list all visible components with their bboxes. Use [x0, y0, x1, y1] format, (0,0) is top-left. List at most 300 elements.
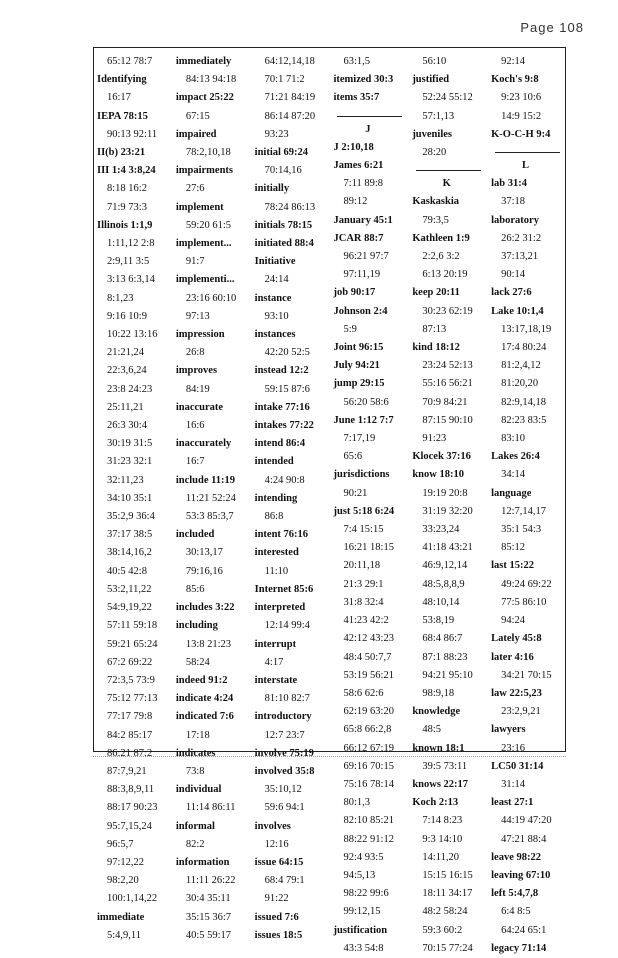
index-reference: 86:21 87:2 [107, 747, 153, 759]
index-reference: 8:1,23 [107, 292, 134, 304]
index-reference: 84:2 85:17 [107, 729, 153, 741]
index-reference: 70:1 71:2 [264, 74, 305, 86]
index-term: indicated 7:6 [175, 711, 234, 723]
index-reference: 57:1,13 [422, 110, 455, 122]
index-reference: 11:14 86:11 [185, 802, 236, 814]
index-reference: 21:21,24 [107, 347, 145, 359]
index-term: itemized 30:3 [333, 74, 394, 86]
index-reference: 46:9,12,14 [422, 560, 468, 572]
index-term: impaired [175, 128, 217, 140]
index-reference: 5:4,9,11 [107, 929, 142, 941]
index-reference: 9:23 10:6 [501, 92, 542, 104]
index-term: LC50 31:14 [491, 760, 544, 772]
index-reference: 47:21 88:4 [501, 833, 547, 845]
index-reference: 87:13 [422, 323, 447, 335]
index-reference: 91:22 [264, 893, 289, 905]
index-reference: 58:6 62:6 [343, 687, 384, 699]
index-reference: 14:11,20 [422, 851, 459, 863]
index-term: II(b) 23:21 [97, 147, 146, 159]
index-term: includes 3:22 [175, 602, 235, 614]
index-reference: 39:5 73:11 [422, 760, 468, 772]
index-term: introductory [254, 711, 312, 723]
section-letter: J [365, 123, 371, 135]
index-reference: 12:7,14,17 [501, 505, 547, 517]
index-term: January 45:1 [333, 214, 393, 226]
index-term: known 18:1 [412, 742, 465, 754]
index-reference: 54:9,19,22 [107, 602, 152, 614]
index-term: included [175, 529, 215, 541]
index-term: laboratory [491, 214, 539, 226]
index-reference: 42:20 52:5 [264, 347, 310, 359]
index-reference: 75:16 78:14 [343, 778, 394, 790]
index-term: July 94:21 [333, 360, 380, 372]
index-reference: 84:13 94:18 [185, 74, 237, 86]
index-reference: 79:16,16 [185, 565, 223, 577]
index-reference: 40:5 42:8 [107, 565, 147, 577]
index-reference: 41:18 43:21 [422, 542, 473, 554]
page-number: Page 108 [520, 20, 584, 35]
index-reference: 43:3 54:8 [343, 942, 384, 954]
index-term: intended [254, 456, 294, 468]
index-reference: 57:11 59:18 [107, 620, 158, 632]
index-term: indicates [175, 747, 216, 759]
index-term: include 11:19 [175, 474, 236, 486]
index-columns [93, 47, 566, 954]
index-reference: 26:2 31:2 [501, 232, 542, 244]
index-reference: 79:3,5 [422, 214, 449, 226]
index-reference: 4:24 90:8 [264, 474, 305, 486]
index-term: legacy 71:14 [491, 942, 547, 954]
index-reference: 49:24 69:22 [501, 578, 552, 590]
index-reference: 30:4 35:11 [185, 893, 231, 905]
index-reference: 69:16 70:15 [343, 760, 394, 772]
index-reference: 75:12 77:13 [107, 693, 158, 705]
index-reference: 23:24 52:13 [422, 360, 473, 372]
index-term: left 5:4,7,8 [491, 888, 539, 900]
index-term: least 27:1 [491, 797, 534, 809]
index-term: knowledge [412, 706, 461, 718]
index-reference: 1:11,12 2:8 [107, 238, 155, 250]
index-reference: 92:4 93:5 [343, 851, 384, 863]
index-term: III 1:4 3:8,24 [97, 165, 156, 177]
index-reference: 19:19 20:8 [422, 487, 468, 499]
index-reference: 56:10 [422, 56, 447, 67]
index-term: initials 78:15 [254, 219, 313, 231]
index-reference: 53:19 56:21 [343, 669, 394, 681]
index-term: job 90:17 [333, 287, 376, 299]
index-reference: 31:8 32:4 [343, 596, 384, 608]
index-term: instance [254, 292, 292, 304]
index-reference: 73:8 [185, 765, 205, 777]
index-reference: 96:21 97:7 [343, 251, 389, 263]
index-reference: 92:14 [501, 56, 526, 67]
index-reference: 31:19 32:20 [422, 505, 473, 517]
index-term: impairments [175, 165, 233, 177]
index-reference: 23:16 [501, 742, 526, 754]
index-term: just 5:18 6:24 [333, 505, 395, 517]
index-term: involve 75:19 [254, 747, 314, 759]
index-term: implement... [175, 238, 232, 250]
index-reference: 2:9,11 3:5 [107, 256, 150, 268]
index-reference: 56:20 58:6 [343, 396, 389, 408]
index-term: Kathleen 1:9 [412, 232, 470, 244]
index-term: leaving 67:10 [491, 869, 551, 881]
index-reference: 86:14 87:20 [264, 110, 316, 122]
index-reference: 82:9,14,18 [501, 396, 547, 408]
index-reference: 81:10 82:7 [264, 693, 310, 705]
index-reference: 32:11,23 [107, 474, 144, 486]
index-reference: 71:9 73:3 [107, 201, 147, 213]
index-reference: 55:16 56:21 [422, 378, 473, 390]
index-reference: 16:7 [185, 456, 205, 468]
index-reference: 8:18 16:2 [107, 183, 147, 195]
index-reference: 7:17,19 [343, 433, 376, 445]
section-divider [337, 110, 402, 117]
index-reference: 23:16 60:10 [185, 292, 237, 304]
index-reference: 12:16 [264, 838, 289, 850]
index-reference: 11:11 26:22 [185, 875, 236, 887]
index-column-3 [251, 47, 330, 941]
index-reference: 88:17 90:23 [107, 802, 158, 814]
footer-rule [93, 756, 566, 761]
index-reference: 100:1,14,22 [107, 893, 158, 905]
index-term: language [491, 487, 532, 499]
index-term: Johnson 2:4 [333, 305, 388, 317]
index-reference: 9:16 10:9 [107, 310, 147, 322]
index-reference: 15:15 16:15 [422, 869, 473, 881]
index-term: indicate 4:24 [175, 693, 234, 705]
index-reference: 97:12,22 [107, 856, 145, 868]
index-reference: 35:2,9 36:4 [107, 511, 155, 523]
index-reference: 37:17 38:5 [107, 529, 153, 541]
index-reference: 41:23 42:2 [343, 615, 389, 627]
index-reference: 48:4 50:7,7 [343, 651, 392, 663]
index-reference: 91:23 [422, 433, 447, 445]
index-reference: 40:5 59:17 [185, 929, 232, 941]
index-reference: 6:4 8:5 [501, 906, 531, 918]
index-column-5 [408, 47, 487, 954]
index-term: Klocek 37:16 [412, 451, 471, 463]
index-reference: 37:13,21 [501, 251, 539, 263]
index-reference: 4:17 [264, 656, 284, 668]
index-term: interstate [254, 674, 298, 686]
index-reference: 31:23 32:1 [107, 456, 153, 468]
index-term: improves [175, 365, 218, 377]
index-reference: 59:3 60:2 [422, 924, 463, 936]
index-reference: 65:12 78:7 [107, 56, 153, 67]
index-reference: 16:6 [185, 420, 205, 432]
index-reference: 86:8 [264, 511, 284, 523]
index-term: immediately [175, 56, 232, 67]
index-reference: 71:21 84:19 [264, 92, 316, 104]
index-reference: 34:14 [501, 469, 526, 481]
index-reference: 70:15 77:24 [422, 942, 473, 954]
index-term: initial 69:24 [254, 147, 309, 159]
index-term: IEPA 78:15 [97, 110, 148, 122]
index-term: last 15:22 [491, 560, 535, 572]
index-term: intake 77:16 [254, 401, 310, 413]
index-term: Internet 85:6 [254, 583, 314, 595]
index-reference: 87:7,9,21 [107, 765, 147, 777]
index-reference: 68:4 79:1 [264, 875, 305, 887]
index-reference: 33:23,24 [422, 524, 460, 536]
index-reference: 25:11,21 [107, 401, 144, 413]
index-reference: 62:19 63:20 [343, 706, 394, 718]
index-term: Lately 45:8 [491, 633, 542, 645]
index-reference: 48:5 [422, 724, 441, 736]
index-reference: 31:14 [501, 778, 526, 790]
index-reference: 63:1,5 [343, 56, 371, 67]
index-reference: 53:3 85:3,7 [185, 511, 234, 523]
index-column-4 [329, 47, 408, 954]
index-reference: 90:21 [343, 487, 368, 499]
index-term: involved 35:8 [254, 765, 315, 777]
index-term: James 6:21 [333, 160, 384, 172]
index-reference: 64:24 65:1 [501, 924, 547, 936]
index-reference: 78:24 86:13 [264, 201, 316, 213]
index-reference: 35:1 54:3 [501, 524, 542, 536]
index-term: implementi... [175, 274, 235, 286]
index-reference: 30:19 31:5 [107, 438, 153, 450]
index-reference: 67:15 [185, 110, 210, 122]
index-reference: 17:18 [185, 729, 210, 741]
index-column-1 [93, 47, 172, 941]
index-reference: 34:10 35:1 [107, 492, 153, 504]
index-term: keep 20:11 [412, 287, 460, 299]
index-reference: 78:2,10,18 [185, 147, 231, 159]
index-reference: 24:14 [264, 274, 289, 286]
index-reference: 68:4 86:7 [422, 633, 463, 645]
index-reference: 53:2,11,22 [107, 583, 152, 595]
index-reference: 35:15 36:7 [185, 911, 232, 923]
index-term: kind 18:12 [412, 342, 460, 354]
index-reference: 67:2 69:22 [107, 656, 153, 668]
section-letter: L [522, 160, 530, 172]
index-term: including [175, 620, 218, 632]
index-reference: 17:4 80:24 [501, 342, 547, 354]
index-reference: 94:5,13 [343, 869, 376, 881]
index-term: J 2:10,18 [333, 141, 374, 153]
index-reference: 65:8 66:2,8 [343, 724, 392, 736]
index-reference: 37:18 [501, 196, 526, 208]
index-reference: 94:21 95:10 [422, 669, 473, 681]
index-term: intend 86:4 [254, 438, 306, 450]
index-term: involves [254, 820, 291, 832]
index-reference: 98:22 99:6 [343, 888, 389, 900]
index-reference: 85:6 [185, 583, 205, 595]
index-reference: 87:1 88:23 [422, 651, 468, 663]
index-term: later 4:16 [491, 651, 534, 663]
index-reference: 64:12,14,18 [264, 56, 315, 67]
index-reference: 70:14,16 [264, 165, 302, 177]
index-reference: 5:9 [343, 323, 357, 335]
index-reference: 98:9,18 [422, 687, 455, 699]
index-reference: 16:17 [107, 92, 131, 104]
index-reference: 88:3,8,9,11 [107, 784, 155, 796]
index-reference: 27:6 [185, 183, 205, 195]
index-term: intending [254, 492, 298, 504]
index-reference: 23:8 24:23 [107, 383, 153, 395]
index-reference: 52:24 55:12 [422, 92, 473, 104]
index-term: informal [175, 820, 215, 832]
index-term: lab 31:4 [491, 178, 528, 190]
index-reference: 81:2,4,12 [501, 360, 541, 372]
index-reference: 48:5,8,8,9 [422, 578, 465, 590]
index-reference: 30:13,17 [185, 547, 223, 559]
index-term: Lake 10:1,4 [491, 305, 544, 317]
index-term: inaccurately [175, 438, 232, 450]
index-reference: 59:15 87:6 [264, 383, 310, 395]
index-term: K-O-C-H 9:4 [491, 128, 551, 140]
index-reference: 35:10,12 [264, 784, 302, 796]
index-term: Koch 2:13 [412, 797, 459, 809]
index-term: instead 12:2 [254, 365, 309, 377]
index-term: lawyers [491, 724, 526, 736]
index-reference: 13:8 21:23 [185, 638, 232, 650]
index-reference: 82:10 85:21 [343, 815, 394, 827]
index-reference: 3:13 6:3,14 [107, 274, 155, 286]
index-reference: 70:9 84:21 [422, 396, 468, 408]
index-term: initially [254, 183, 290, 195]
index-term: interrupt [254, 638, 297, 650]
index-term: initiated 88:4 [254, 238, 314, 250]
index-reference: 53:8,19 [422, 615, 455, 627]
index-term: JCAR 88:7 [333, 232, 384, 244]
index-term: instances [254, 329, 296, 341]
index-reference: 94:24 [501, 615, 526, 627]
index-reference: 26:8 [185, 347, 205, 359]
index-term: Joint 96:15 [333, 342, 384, 354]
index-term: items 35:7 [333, 92, 380, 104]
index-term: issues 18:5 [254, 929, 303, 941]
index-reference: 66:12 67:19 [343, 742, 394, 754]
index-reference: 77:17 79:8 [107, 711, 153, 723]
index-reference: 14:9 15:2 [501, 110, 542, 122]
index-reference: 30:23 62:19 [422, 305, 473, 317]
index-term: jurisdictions [333, 469, 390, 481]
index-term: Lakes 26:4 [491, 451, 540, 463]
section-divider [495, 146, 560, 153]
index-reference: 12:14 99:4 [264, 620, 310, 632]
index-reference: 48:10,14 [422, 596, 460, 608]
index-term: intakes 77:22 [254, 420, 314, 432]
index-reference: 95:7,15,24 [107, 820, 152, 832]
index-reference: 97:11,19 [343, 269, 381, 281]
index-reference: 23:2,9,21 [501, 706, 541, 718]
index-reference: 84:19 [185, 383, 210, 395]
index-reference: 42:12 43:23 [343, 633, 394, 645]
index-reference: 48:2 58:24 [422, 906, 468, 918]
index-reference: 83:10 [501, 433, 526, 445]
index-reference: 10:22 13:16 [107, 329, 158, 341]
index-term: impression [175, 329, 225, 341]
index-reference: 82:2 [185, 838, 205, 850]
index-reference: 13:17,18,19 [501, 323, 552, 335]
index-term: justification [333, 924, 388, 936]
index-reference: 12:7 23:7 [264, 729, 305, 741]
index-reference: 82:23 83:5 [501, 414, 547, 426]
index-term: inaccurate [175, 401, 224, 413]
index-reference: 28:20 [422, 147, 447, 159]
index-reference: 21:3 29:1 [343, 578, 384, 590]
index-reference: 2:2,6 3:2 [422, 251, 460, 263]
index-term: Identifying [97, 74, 147, 86]
index-reference: 81:20,20 [501, 378, 539, 390]
index-term: juveniles [412, 128, 452, 140]
index-reference: 16:21 18:15 [343, 542, 394, 554]
index-reference: 72:3,5 73:9 [107, 674, 155, 686]
index-term: Illinois 1:1,9 [97, 219, 153, 231]
index-reference: 26:3 30:4 [107, 420, 147, 432]
index-reference: 6:13 20:19 [422, 269, 468, 281]
index-reference: 96:5,7 [107, 838, 134, 850]
index-reference: 65:6 [343, 451, 363, 463]
index-reference: 18:11 34:17 [422, 888, 473, 900]
index-term: intent 76:16 [254, 529, 309, 541]
index-reference: 38:14,16,2 [107, 547, 152, 559]
index-reference: 80:1,3 [343, 797, 371, 809]
index-reference: 99:12,15 [343, 906, 381, 918]
index-term: law 22:5,23 [491, 687, 542, 699]
index-term: jump 29:15 [333, 378, 385, 390]
index-reference: 34:21 70:15 [501, 669, 552, 681]
index-term: implement [175, 201, 224, 213]
index-term: knows 22:17 [412, 778, 469, 790]
index-reference: 44:19 47:20 [501, 815, 552, 827]
index-term: interpreted [254, 602, 306, 614]
index-reference: 59:20 61:5 [185, 219, 232, 231]
index-term: Kaskaskia [412, 196, 459, 208]
section-divider [416, 164, 481, 171]
index-reference: 87:15 90:10 [422, 414, 473, 426]
index-reference: 93:23 [264, 128, 289, 140]
index-term: issue 64:15 [254, 856, 304, 868]
index-reference: 11:10 [264, 565, 289, 577]
index-reference: 59:21 65:24 [107, 638, 158, 650]
index-reference: 11:21 52:24 [185, 492, 236, 504]
index-term: information [175, 856, 230, 868]
index-reference: 88:22 91:12 [343, 833, 394, 845]
index-column-2 [172, 47, 251, 941]
index-term: Initiative [254, 256, 296, 268]
index-reference: 7:11 89:8 [343, 178, 384, 190]
index-reference: 7:4 15:15 [343, 524, 384, 536]
index-reference: 59:6 94:1 [264, 802, 305, 814]
index-reference: 98:2,20 [107, 875, 139, 887]
index-term: know 18:10 [412, 469, 464, 481]
index-reference: 20:11,18 [343, 560, 381, 572]
index-reference: 90:13 92:11 [107, 128, 158, 140]
index-reference: 89:12 [343, 196, 368, 208]
index-term: lack 27:6 [491, 287, 532, 299]
index-term: interested [254, 547, 299, 559]
index-reference: 9:3 14:10 [422, 833, 463, 845]
index-reference: 90:14 [501, 269, 526, 281]
index-reference: 58:24 [185, 656, 210, 668]
index-reference: 93:10 [264, 310, 289, 322]
index-term: individual [175, 784, 222, 796]
index-term: immediate [97, 911, 145, 923]
index-term: indeed 91:2 [175, 674, 228, 686]
index-reference: 85:12 [501, 542, 526, 554]
index-term: leave 98:22 [491, 851, 542, 863]
index-reference: 22:3,6,24 [107, 365, 147, 377]
index-term: June 1:12 7:7 [333, 414, 394, 426]
section-letter: K [442, 178, 451, 190]
index-column-6 [487, 47, 566, 954]
index-reference: 77:5 86:10 [501, 596, 547, 608]
index-reference: 7:14 8:23 [422, 815, 463, 827]
